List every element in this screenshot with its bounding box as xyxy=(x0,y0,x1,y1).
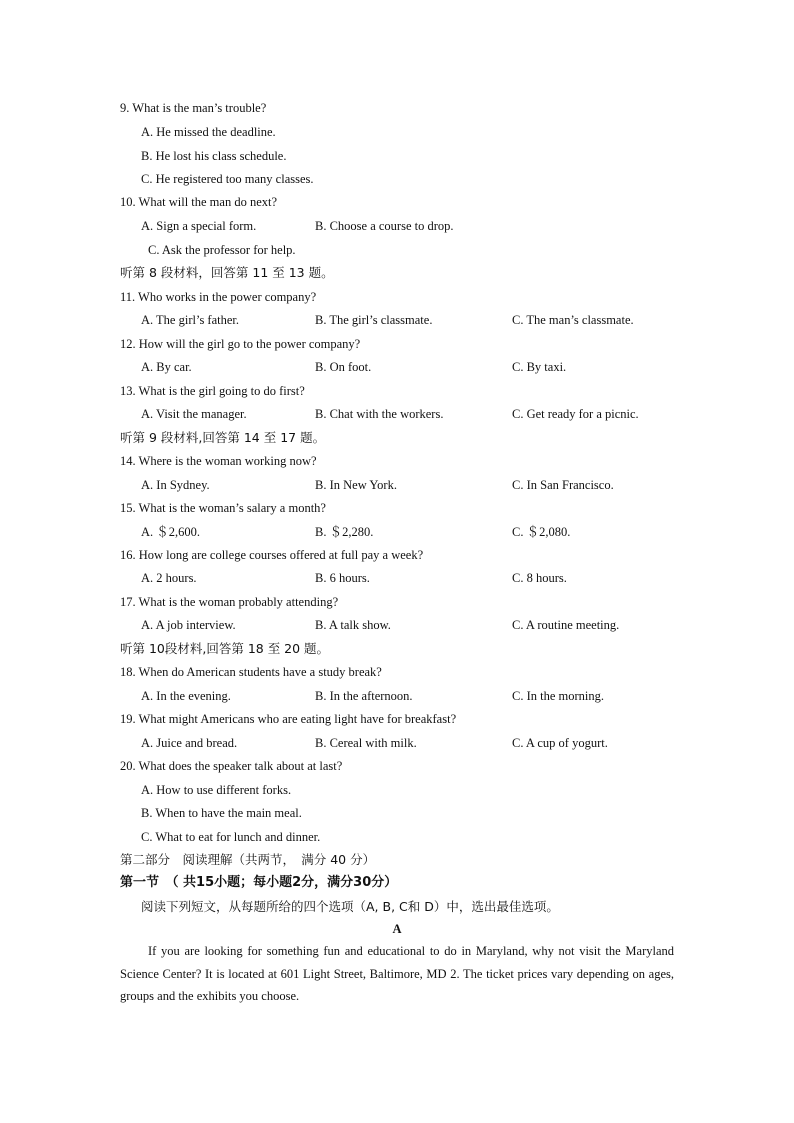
option-15c: C. ＄2,080. xyxy=(512,525,571,539)
option-9c: C. He registered too many classes. xyxy=(141,172,314,186)
question-18: 18. When do American students have a study break? xyxy=(120,665,382,679)
option-17c: C. A routine meeting. xyxy=(512,618,620,632)
question-17: 17. What is the woman probably attending? xyxy=(120,595,339,609)
option-11b: B. The girl’s classmate. xyxy=(315,313,433,327)
option-16a: A. 2 hours. xyxy=(141,571,197,585)
option-13b: B. Chat with the workers. xyxy=(315,407,444,421)
option-12a: A. By car. xyxy=(141,360,192,374)
option-14c: C. In San Francisco. xyxy=(512,478,614,492)
option-10c: C. Ask the professor for help. xyxy=(148,243,296,257)
question-15: 15. What is the woman’s salary a month? xyxy=(120,501,326,515)
option-15b: B. ＄2,280. xyxy=(315,525,374,539)
option-17b: B. A talk show. xyxy=(315,618,391,632)
question-9: 9. What is the man’s trouble? xyxy=(120,101,267,115)
part2-section1-heading: 第一节 （ 共15小题；每小题2分，满分30分） xyxy=(120,875,398,890)
question-12: 12. How will the girl go to the power company? xyxy=(120,337,361,351)
option-19a: A. Juice and bread. xyxy=(141,736,238,750)
option-20c: C. What to eat for lunch and dinner. xyxy=(141,830,321,844)
question-16: 16. How long are college courses offered at full pay a week? xyxy=(120,548,424,562)
option-18b: B. In the afternoon. xyxy=(315,689,413,703)
option-11c: C. The man’s classmate. xyxy=(512,313,634,327)
option-17a: A. A job interview. xyxy=(141,618,236,632)
option-12b: B. On foot. xyxy=(315,360,372,374)
section-heading-8: 听第 8 段材料，回答第 11 至 13 题。 xyxy=(120,265,334,280)
option-10a: A. Sign a special form. xyxy=(141,219,257,233)
option-12c: C. By taxi. xyxy=(512,360,567,374)
option-9b: B. He lost his class schedule. xyxy=(141,149,287,163)
option-19c: C. A cup of yogurt. xyxy=(512,736,608,750)
question-19: 19. What might Americans who are eating light have for breakfast? xyxy=(120,712,457,726)
passage-label: A xyxy=(392,922,402,936)
passage-a-text: If you are looking for something fun and educational to do in Maryland, why not visit the Maryland Science Center? It is located at 601 Light Street, Baltimore, MD 2. The ticket prices vary depending on ages, groups and the exhibits you choose. xyxy=(120,944,674,1003)
question-14: 14. Where is the woman working now? xyxy=(120,454,317,468)
option-18c: C. In the morning. xyxy=(512,689,605,703)
question-10: 10. What will the man do next? xyxy=(120,195,278,209)
option-11a: A. The girl’s father. xyxy=(141,313,240,327)
part2-title: 第二部分 阅读理解（共两节， 满分 40 分） xyxy=(120,852,376,867)
option-20a: A. How to use different forks. xyxy=(141,783,292,797)
option-14b: B. In New York. xyxy=(315,478,397,492)
question-13: 13. What is the girl going to do first? xyxy=(120,384,305,398)
section-heading-10: 听第 10段材料,回答第 18 至 20 题。 xyxy=(120,641,330,656)
question-20: 20. What does the speaker talk about at last? xyxy=(120,759,343,773)
option-20b: B. When to have the main meal. xyxy=(141,806,302,820)
option-16c: C. 8 hours. xyxy=(512,571,567,585)
reading-instruction: 阅读下列短文，从每题所给的四个选项（A, B, C和 D）中，选出最佳选项。 xyxy=(141,899,559,914)
option-15a: A. ＄2,600. xyxy=(141,525,201,539)
option-9a: A. He missed the deadline. xyxy=(141,125,276,139)
section-heading-9: 听第 9 段材料,回答第 14 至 17 题。 xyxy=(120,430,326,445)
option-18a: A. In the evening. xyxy=(141,689,231,703)
option-13c: C. Get ready for a picnic. xyxy=(512,407,639,421)
option-14a: A. In Sydney. xyxy=(141,478,210,492)
question-11: 11. Who works in the power company? xyxy=(120,290,317,304)
option-13a: A. Visit the manager. xyxy=(141,407,247,421)
option-19b: B. Cereal with milk. xyxy=(315,736,417,750)
option-16b: B. 6 hours. xyxy=(315,571,370,585)
option-10b: B. Choose a course to drop. xyxy=(315,219,454,233)
